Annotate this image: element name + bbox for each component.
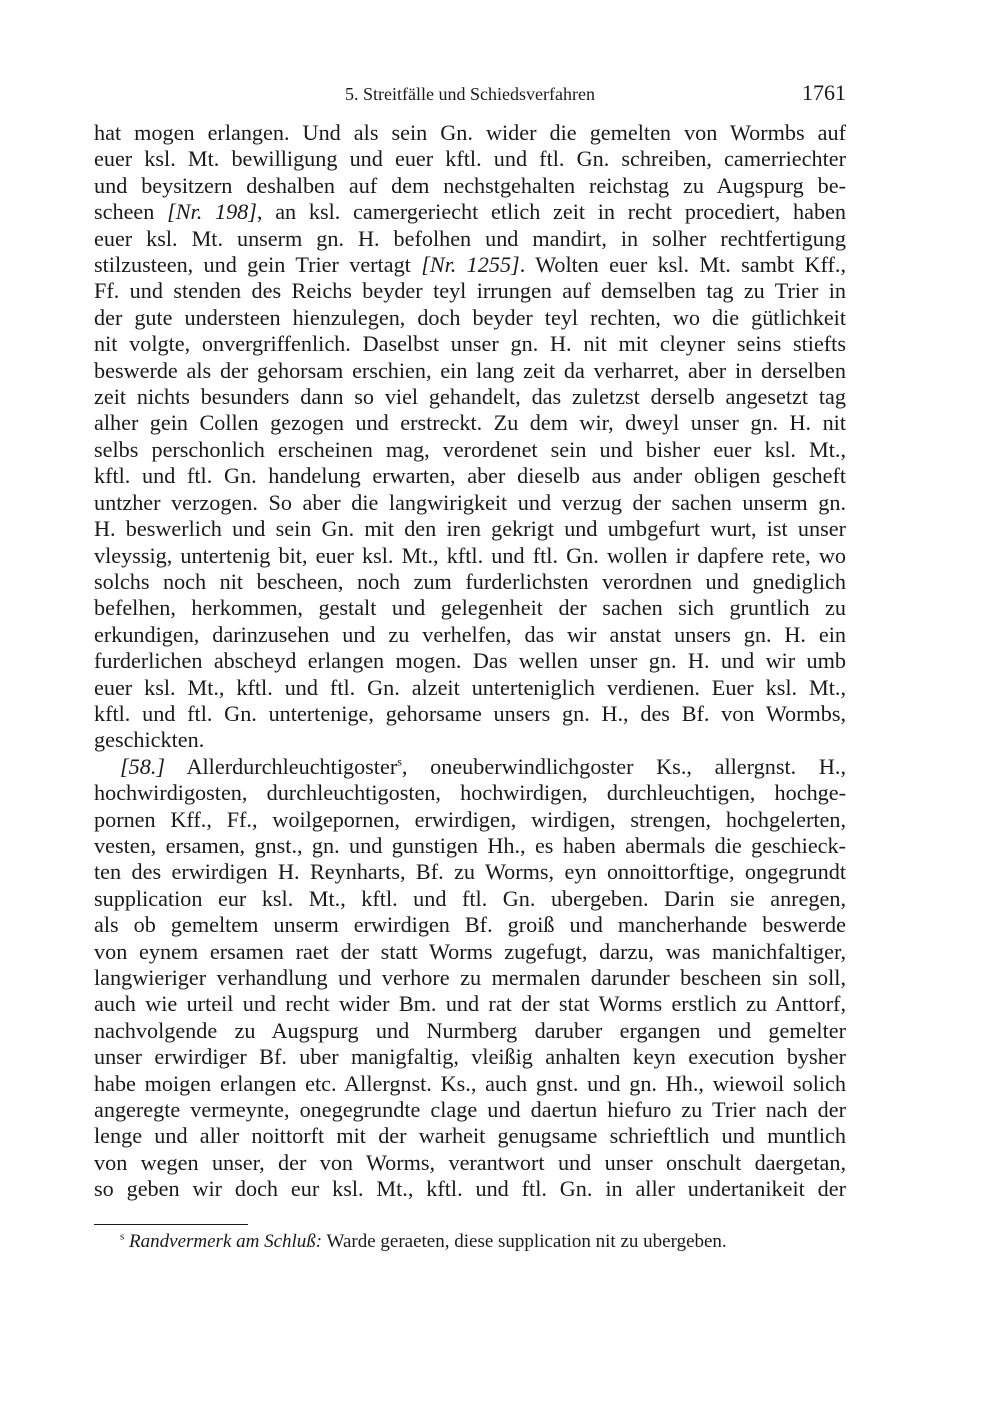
text-line xyxy=(94,199,846,225)
text-line: alher gein Collen gezogen und erstreckt. Zu dem wir, dweyl unser gn. H. nit xyxy=(94,410,846,436)
text-line: angeregte vermeynte, onegegrundte clage und daertun hiefuro zu Trier nach der xyxy=(94,1097,846,1123)
text-segment: , oneuberwindlichgoster Ks., allergnst. H., xyxy=(401,753,846,779)
text-line: selbs perschonlich erscheinen mag, verordenet sein und bisher euer ksl. Mt., xyxy=(94,436,846,462)
text-line: untzher verzogen. So aber die langwirigkeit und verzug der sachen unserm gn. xyxy=(94,489,846,515)
text-line: von wegen unser, der von Worms, verantwort und unser onschult daergetan, xyxy=(94,1149,846,1175)
text-line: euer ksl. Mt. bewilligung und euer kftl. und ftl. Gn. schreiben, camerriechter xyxy=(94,146,846,172)
text-line: H. beswerlich und sein Gn. mit den iren gekrigt und umbgefurt wurt, ist unser xyxy=(94,516,846,542)
text-line: solchs noch nit bescheen, noch zum furderlichsten verordnen und gnediglich xyxy=(94,568,846,594)
text-line: so geben wir doch eur ksl. Mt., kftl. und ftl. Gn. in aller undertanikeit der xyxy=(94,1176,846,1202)
text-line: beswerde als der gehorsam erschien, ein lang zeit da verharret, aber in derselben xyxy=(94,357,846,383)
text-segment: Allerdurchleuchtigoster xyxy=(165,753,398,779)
footnote-label: Randvermerk am Schluß: xyxy=(129,1231,323,1252)
body-text xyxy=(94,120,846,1203)
text-line: furderlichen abscheyd erlangen mogen. Das wellen unser gn. H. und wir umb xyxy=(94,648,846,674)
text-line: lenge und aller noittorft mit der warheit genugsame schrieftlich und muntlich xyxy=(94,1123,846,1149)
text-line: langwieriger verhandlung und verhore zu mermalen darunder bescheen sin soll, xyxy=(94,965,846,990)
footnote xyxy=(120,1230,727,1254)
text-line: kftl. und ftl. Gn. handelung erwarten, aber dieselb aus ander obligen gescheft xyxy=(94,463,846,489)
text-line xyxy=(94,754,846,780)
text-line: als ob gemeltem unserm erwirdigen Bf. groiß und mancherhande beswerde xyxy=(94,912,846,938)
paragraph-1 xyxy=(94,120,846,754)
page-number: 1761 xyxy=(802,80,846,105)
text-line: nachvolgende zu Augspurg und Nurmberg daruber ergangen und gemelter xyxy=(94,1017,846,1043)
text-line: supplication eur ksl. Mt., kftl. und ftl. Gn. ubergeben. Darin sie anregen, xyxy=(94,885,846,911)
text-line: erkundigen, darinzusehen und zu verhelfen, das wir anstat unsers gn. H. ein xyxy=(94,621,846,647)
document-reference: [Nr. 198] xyxy=(167,199,257,225)
text-line: Ff. und stenden des Reichs beyder teyl irrungen auf demselben tag zu Trier in xyxy=(94,278,846,304)
text-line: auch wie urteil und recht wider Bm. und rat der stat Worms erstlich zu Anttorf, xyxy=(94,991,846,1017)
text-line: der gute understeen hienzulegen, doch beyder teyl rechten, wo die gütlichkeit xyxy=(94,304,846,330)
document-reference: [Nr. 1255] xyxy=(421,252,520,278)
text-line: nit volgte, onvergriffenlich. Daselbst unser gn. H. nit mit cleyner seins stiefts xyxy=(94,331,846,357)
text-line: vleyssig, untertenig bit, euer ksl. Mt., kftl. und ftl. Gn. wollen ir dapfere rete, wo xyxy=(94,542,846,568)
text-line: kftl. und ftl. Gn. untertenige, gehorsame unsers gn. H., des Bf. von Wormbs, xyxy=(94,700,846,726)
text-line: hat mogen erlangen. Und als sein Gn. wider die gemelten von Wormbs auf xyxy=(94,120,846,145)
section-number: [58.] xyxy=(120,753,166,779)
text-line: befelhen, herkommen, gestalt und gelegenheit der sachen sich gruntlich zu xyxy=(94,595,846,621)
text-segment: scheen xyxy=(94,199,168,225)
text-line xyxy=(94,252,846,278)
footnote-marker: s xyxy=(397,754,402,769)
text-line: unser erwirdiger Bf. uber manigfaltig, vleißig anhalten keyn execution bysher xyxy=(94,1044,846,1070)
text-line: und beysitzern deshalben auf dem nechstgehalten reichstag zu Augspurg be- xyxy=(94,172,846,198)
text-line: von eynem ersamen raet der statt Worms zugefugt, darzu, was manichfaltiger, xyxy=(94,938,846,964)
text-segment: , an ksl. camergeriecht etlich zeit in recht procediert, haben xyxy=(256,199,847,225)
text-line: zeit nichts besunders dann so viel gehandelt, das zuletzst derselb angesetzt tag xyxy=(94,384,846,410)
footnote-divider xyxy=(94,1224,248,1225)
footnote-marker: s xyxy=(120,1230,125,1243)
footnote-text: Warde geraeten, diese supplication nit zu ubergeben. xyxy=(322,1231,727,1252)
text-line: euer ksl. Mt. unserm gn. H. befolhen und mandirt, in solher rechtfertigung xyxy=(94,225,846,251)
text-line: hochwirdigosten, durchleuchtigosten, hochwirdigen, durchleuchtigen, hochge- xyxy=(94,780,846,806)
text-segment: . Wolten euer ksl. Mt. sambt Kff., xyxy=(519,252,846,278)
running-head xyxy=(94,80,846,110)
text-line: pornen Kff., Ff., woilgepornen, erwirdigen, wirdigen, strengen, hochgelerten, xyxy=(94,806,846,832)
text-line: ten des erwirdigen H. Reynharts, Bf. zu Worms, eyn onnoittorftige, ongegrundt xyxy=(94,859,846,885)
text-line: habe moigen erlangen etc. Allergnst. Ks., auch gnst. und gn. Hh., wiewoil solich xyxy=(94,1070,846,1096)
paragraph-2 xyxy=(94,754,846,1203)
text-line: geschickten. xyxy=(94,727,205,753)
text-line: euer ksl. Mt., kftl. und ftl. Gn. alzeit unterteniglich verdienen. Euer ksl. Mt., xyxy=(94,674,846,700)
running-title: 5. Streitfälle und Schiedsverfahren xyxy=(345,84,595,104)
text-segment: stilzusteen, und gein Trier vertagt xyxy=(94,252,422,278)
text-line: vesten, ersamen, gnst., gn. und gunstigen Hh., es haben abermals die geschieck- xyxy=(94,832,846,858)
